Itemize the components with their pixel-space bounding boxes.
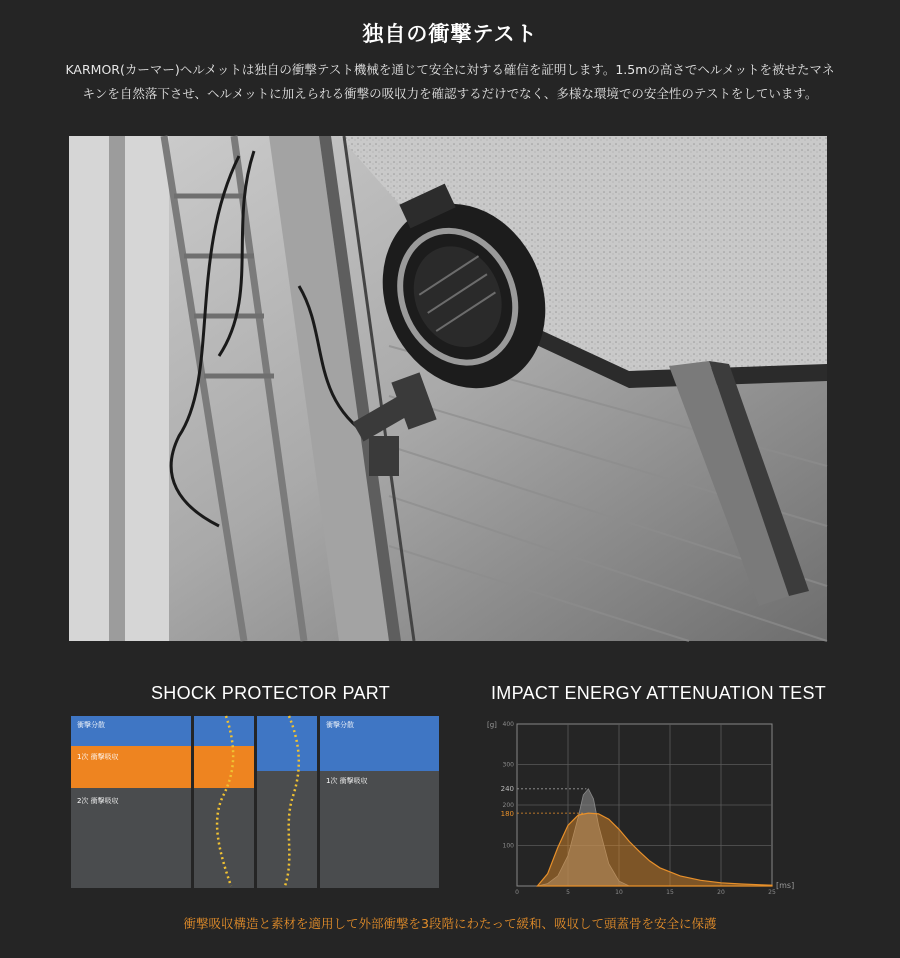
- label-dispersion-right: 衝撃分散: [326, 721, 354, 729]
- description: [50, 58, 850, 106]
- series-orange-area: [537, 813, 772, 886]
- x-tick-label: 10: [615, 889, 623, 896]
- annotation-240: 240: [500, 784, 514, 793]
- protector-title: SHOCK PROTECTOR PART: [151, 683, 391, 703]
- x-tick-label: 15: [666, 889, 674, 896]
- y-tick-label: 300: [502, 761, 514, 769]
- caption: 衝撃吸収構造と素材を適用して外部衝撃を3段階にわたって緩和、吸収して頭蓋骨を安全に保護: [183, 916, 717, 931]
- drop-test-illustration: [69, 136, 827, 641]
- protector-layers: [71, 716, 439, 888]
- x-tick-label: 5: [566, 889, 570, 896]
- impact-chart: [485, 712, 795, 897]
- label-primary-right: 1次 衝撃吸収: [326, 777, 368, 785]
- label-dispersion-left: 衝撃分散: [77, 721, 105, 729]
- shock-protector-diagram: [71, 716, 439, 888]
- impact-chart-svg: [485, 712, 795, 897]
- y-unit-label: [g]: [487, 721, 497, 729]
- x-tick-label: 25: [768, 889, 776, 896]
- description-line-1: KARMOR(カーマー)ヘルメットは独自の衝撃テスト機械を通じて安全に対する確信を証明します。1.5mの高さでヘルメットを被せたマネ: [65, 62, 835, 77]
- impact-title: IMPACT ENERGY ATTENUATION TEST: [491, 683, 827, 703]
- description-line-2: キンを自然落下させ、ヘルメットに加えられる衝撃の吸収力を確認するだけでなく、多様な環境での安全性のテストをしています。: [82, 86, 818, 101]
- x-tick-label: 20: [717, 889, 725, 896]
- x-unit-label: [ms]: [776, 881, 795, 890]
- label-primary-left: 1次 衝撃吸収: [77, 753, 119, 761]
- x-tick-label: 0: [515, 889, 519, 896]
- y-tick-label: 200: [502, 802, 514, 809]
- y-tick-label: 400: [502, 721, 514, 728]
- page-title: 独自の衝撃テスト: [362, 22, 538, 46]
- drop-test-photo: [69, 136, 827, 641]
- label-secondary-left: 2次 衝撃吸収: [77, 797, 119, 805]
- y-tick-label: 100: [502, 842, 514, 850]
- annotation-180: 180: [500, 810, 514, 819]
